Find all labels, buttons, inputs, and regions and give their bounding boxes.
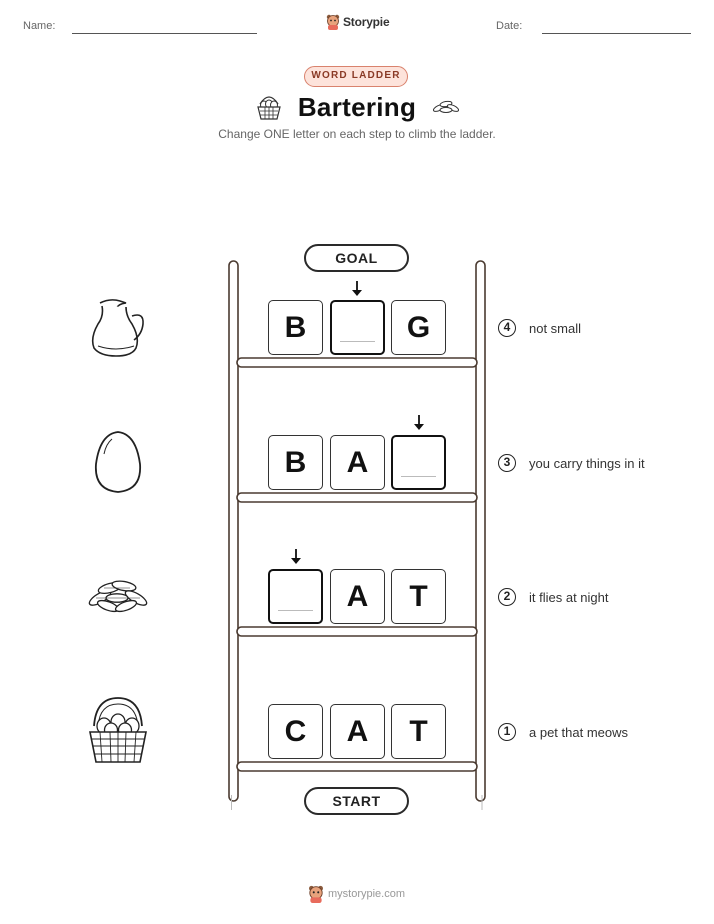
letter-input-tile[interactable]: [391, 435, 446, 490]
arrow-down-icon: [351, 281, 363, 297]
egg-basket-icon: [86, 696, 150, 766]
footer: [308, 885, 405, 903]
letter-tile: B: [268, 300, 323, 355]
arrow-down-icon: [413, 415, 425, 431]
date-line[interactable]: [542, 33, 691, 34]
letter-tile: A: [330, 435, 385, 490]
date-label: Date:: [496, 20, 523, 32]
letter-tile: A: [330, 704, 385, 759]
jug-icon: [88, 298, 148, 360]
arrow-down-icon: [290, 549, 302, 565]
worksheet-title: Bartering: [297, 92, 417, 122]
clue-text: not small: [529, 321, 582, 336]
mascot-icon: [326, 14, 340, 30]
leaves-icon: [431, 96, 461, 116]
worksheet-type-badge: WORD LADDER: [304, 66, 408, 87]
clue-number: 4: [498, 319, 516, 337]
goal-label: GOAL: [304, 244, 409, 272]
brand-logo: [326, 14, 389, 30]
brand-name: Storypie: [343, 15, 390, 29]
name-line[interactable]: [72, 33, 257, 34]
letter-tile: T: [391, 569, 446, 624]
letter-tile: B: [268, 435, 323, 490]
letter-input-tile[interactable]: [268, 569, 323, 624]
letter-tile: C: [268, 704, 323, 759]
letter-tile: G: [391, 300, 446, 355]
footer-url: mystorypie.com: [328, 888, 406, 900]
letter-tile: T: [391, 704, 446, 759]
clue-number: 2: [498, 588, 516, 606]
clue-number: 3: [498, 454, 516, 472]
clue-text: you carry things in it: [529, 456, 645, 471]
leaves-icon: [86, 574, 150, 618]
mascot-icon: [308, 885, 324, 903]
egg-icon: [92, 430, 144, 494]
start-label: START: [304, 787, 409, 815]
letter-input-tile[interactable]: [330, 300, 385, 355]
name-label: Name:: [23, 20, 56, 32]
clue-text: it flies at night: [529, 590, 609, 605]
instructions: Change ONE letter on each step to climb the ladder.: [218, 127, 496, 141]
clue-number: 1: [498, 723, 516, 741]
letter-tile: A: [330, 569, 385, 624]
clue-text: a pet that meows: [529, 725, 628, 740]
